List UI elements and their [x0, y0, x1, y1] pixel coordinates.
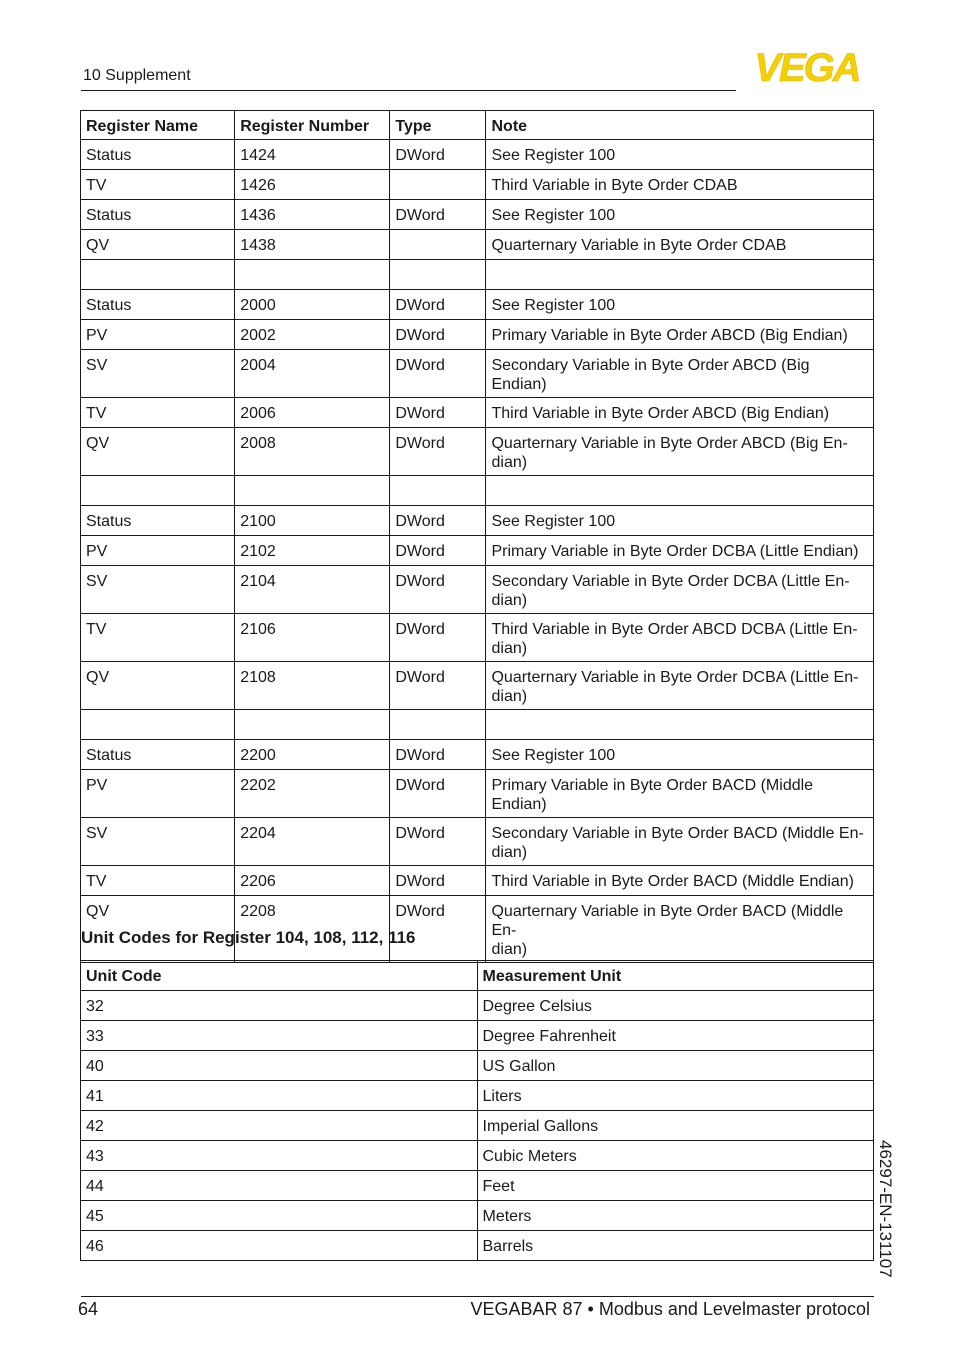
- note-cell: Quarternary Variable in Byte Order ABCD (Big En- dian): [486, 428, 874, 476]
- register-table: [80, 110, 874, 963]
- register-number-cell: 2100: [235, 506, 390, 536]
- note-cell: [486, 710, 874, 740]
- type-cell: DWord: [390, 770, 486, 818]
- register-name-cell: PV: [81, 320, 235, 350]
- table-row: [81, 1051, 874, 1081]
- register-number-cell: [235, 476, 390, 506]
- header-register-name: Register Name: [81, 111, 235, 140]
- measurement-unit-cell: Meters: [477, 1201, 874, 1231]
- unit-code-cell: 44: [81, 1171, 478, 1201]
- register-name-cell: Status: [81, 506, 235, 536]
- table-row: [81, 1201, 874, 1231]
- register-number-cell: 2102: [235, 536, 390, 566]
- footer-title: VEGABAR 87 • Modbus and Levelmaster protocol: [470, 1299, 870, 1319]
- register-number-cell: [235, 710, 390, 740]
- register-name-cell: Status: [81, 200, 235, 230]
- register-number-cell: 2200: [235, 740, 390, 770]
- register-name-cell: QV: [81, 230, 235, 260]
- measurement-unit-cell: Barrels: [477, 1231, 874, 1261]
- measurement-unit-cell: US Gallon: [477, 1051, 874, 1081]
- table-row: [81, 476, 874, 506]
- register-number-cell: [235, 260, 390, 290]
- note-cell: Third Variable in Byte Order BACD (Middle Endian): [486, 866, 874, 896]
- note-cell: Third Variable in Byte Order ABCD DCBA (Little En- dian): [486, 614, 874, 662]
- header-type: Type: [390, 111, 486, 140]
- register-number-cell: 2206: [235, 866, 390, 896]
- unit-code-cell: 42: [81, 1111, 478, 1141]
- register-name-cell: Status: [81, 290, 235, 320]
- type-cell: DWord: [390, 566, 486, 614]
- table-row: [81, 1081, 874, 1111]
- type-cell: [390, 710, 486, 740]
- measurement-unit-cell: Degree Fahrenheit: [477, 1021, 874, 1051]
- unit-code-cell: 45: [81, 1201, 478, 1231]
- table-row: [81, 350, 874, 398]
- table-row: [81, 770, 874, 818]
- register-name-cell: [81, 476, 235, 506]
- table-row: [81, 140, 874, 170]
- note-cell: See Register 100: [486, 200, 874, 230]
- note-cell: See Register 100: [486, 506, 874, 536]
- note-cell: Quarternary Variable in Byte Order DCBA (Little En- dian): [486, 662, 874, 710]
- register-number-cell: 2106: [235, 614, 390, 662]
- table-row: [81, 428, 874, 476]
- register-name-cell: PV: [81, 536, 235, 566]
- unit-code-cell: 33: [81, 1021, 478, 1051]
- table-row: [81, 566, 874, 614]
- table-row: [81, 398, 874, 428]
- register-name-cell: QV: [81, 428, 235, 476]
- type-cell: DWord: [390, 740, 486, 770]
- type-cell: [390, 476, 486, 506]
- note-cell: Quarternary Variable in Byte Order CDAB: [486, 230, 874, 260]
- table-row: [81, 536, 874, 566]
- register-name-cell: SV: [81, 818, 235, 866]
- measurement-unit-cell: Cubic Meters: [477, 1141, 874, 1171]
- note-cell: Secondary Variable in Byte Order BACD (Middle En- dian): [486, 818, 874, 866]
- register-number-cell: 1436: [235, 200, 390, 230]
- table-row: [81, 710, 874, 740]
- type-cell: [390, 230, 486, 260]
- section-title: 10 Supplement: [83, 67, 191, 84]
- vega-logo: [740, 50, 874, 84]
- page-number: 64: [78, 1299, 99, 1319]
- type-cell: [390, 170, 486, 200]
- type-cell: DWord: [390, 428, 486, 476]
- header-note: Note: [486, 111, 874, 140]
- register-name-cell: TV: [81, 398, 235, 428]
- note-cell: [486, 260, 874, 290]
- register-name-cell: Status: [81, 140, 235, 170]
- table-row: [81, 170, 874, 200]
- register-number-cell: 2002: [235, 320, 390, 350]
- header-unit-code: Unit Code: [81, 961, 478, 991]
- register-name-cell: QV: [81, 662, 235, 710]
- header-measurement-unit: Measurement Unit: [477, 961, 874, 991]
- unit-code-cell: 43: [81, 1141, 478, 1171]
- header-register-number: Register Number: [235, 111, 390, 140]
- table-row: [81, 506, 874, 536]
- svg-text:VEGA: VEGA: [754, 50, 860, 84]
- table-row: [81, 320, 874, 350]
- register-name-cell: SV: [81, 566, 235, 614]
- table-row: [81, 991, 874, 1021]
- table-row: [81, 290, 874, 320]
- register-name-cell: [81, 260, 235, 290]
- unit-codes-heading: Unit Codes for Register 104, 108, 112, 116: [81, 928, 416, 947]
- type-cell: DWord: [390, 350, 486, 398]
- measurement-unit-cell: Imperial Gallons: [477, 1111, 874, 1141]
- table-row: [81, 866, 874, 896]
- type-cell: DWord: [390, 506, 486, 536]
- register-name-cell: [81, 710, 235, 740]
- unit-code-cell: 32: [81, 991, 478, 1021]
- unit-header-row: [81, 961, 874, 991]
- type-cell: DWord: [390, 320, 486, 350]
- table-row: [81, 1021, 874, 1051]
- register-number-cell: 2000: [235, 290, 390, 320]
- unit-code-cell: 41: [81, 1081, 478, 1111]
- register-name-cell: TV: [81, 866, 235, 896]
- type-cell: DWord: [390, 662, 486, 710]
- type-cell: DWord: [390, 896, 486, 963]
- note-cell: See Register 100: [486, 740, 874, 770]
- register-number-cell: 2208: [235, 896, 390, 963]
- type-cell: DWord: [390, 398, 486, 428]
- register-number-cell: 2204: [235, 818, 390, 866]
- header-rule: [81, 90, 736, 91]
- type-cell: DWord: [390, 614, 486, 662]
- register-number-cell: 2008: [235, 428, 390, 476]
- register-number-cell: 2006: [235, 398, 390, 428]
- table-row: [81, 1171, 874, 1201]
- table-row: [81, 200, 874, 230]
- note-cell: Third Variable in Byte Order CDAB: [486, 170, 874, 200]
- measurement-unit-cell: Degree Celsius: [477, 991, 874, 1021]
- register-number-cell: 2104: [235, 566, 390, 614]
- register-name-cell: Status: [81, 740, 235, 770]
- register-number-cell: 2202: [235, 770, 390, 818]
- table-row: [81, 818, 874, 866]
- document-code: 46297-EN-131107: [876, 1140, 895, 1278]
- unit-code-cell: 40: [81, 1051, 478, 1081]
- note-cell: Third Variable in Byte Order ABCD (Big Endian): [486, 398, 874, 428]
- table-row: [81, 740, 874, 770]
- table-row: [81, 260, 874, 290]
- note-cell: See Register 100: [486, 140, 874, 170]
- table-row: [81, 662, 874, 710]
- type-cell: DWord: [390, 818, 486, 866]
- register-header-row: [81, 111, 874, 140]
- register-number-cell: 2108: [235, 662, 390, 710]
- type-cell: DWord: [390, 140, 486, 170]
- note-cell: Primary Variable in Byte Order BACD (Middle Endian): [486, 770, 874, 818]
- note-cell: See Register 100: [486, 290, 874, 320]
- register-name-cell: SV: [81, 350, 235, 398]
- type-cell: DWord: [390, 536, 486, 566]
- note-cell: [486, 476, 874, 506]
- register-number-cell: 1438: [235, 230, 390, 260]
- table-row: [81, 1231, 874, 1261]
- note-cell: Primary Variable in Byte Order DCBA (Little Endian): [486, 536, 874, 566]
- register-name-cell: QV: [81, 896, 235, 963]
- note-cell: Secondary Variable in Byte Order DCBA (Little En- dian): [486, 566, 874, 614]
- register-name-cell: PV: [81, 770, 235, 818]
- note-cell: Quarternary Variable in Byte Order BACD (Middle En- dian): [486, 896, 874, 963]
- table-row: [81, 230, 874, 260]
- measurement-unit-cell: Feet: [477, 1171, 874, 1201]
- register-name-cell: TV: [81, 614, 235, 662]
- footer-rule: [81, 1296, 874, 1297]
- type-cell: DWord: [390, 866, 486, 896]
- register-number-cell: 1426: [235, 170, 390, 200]
- unit-code-cell: 46: [81, 1231, 478, 1261]
- type-cell: DWord: [390, 290, 486, 320]
- register-number-cell: 1424: [235, 140, 390, 170]
- table-row: [81, 614, 874, 662]
- table-row: [81, 1141, 874, 1171]
- type-cell: [390, 260, 486, 290]
- note-cell: Secondary Variable in Byte Order ABCD (Big Endian): [486, 350, 874, 398]
- note-cell: Primary Variable in Byte Order ABCD (Big Endian): [486, 320, 874, 350]
- type-cell: DWord: [390, 200, 486, 230]
- unit-codes-table: [80, 960, 874, 1261]
- register-number-cell: 2004: [235, 350, 390, 398]
- table-row: [81, 1111, 874, 1141]
- register-name-cell: TV: [81, 170, 235, 200]
- measurement-unit-cell: Liters: [477, 1081, 874, 1111]
